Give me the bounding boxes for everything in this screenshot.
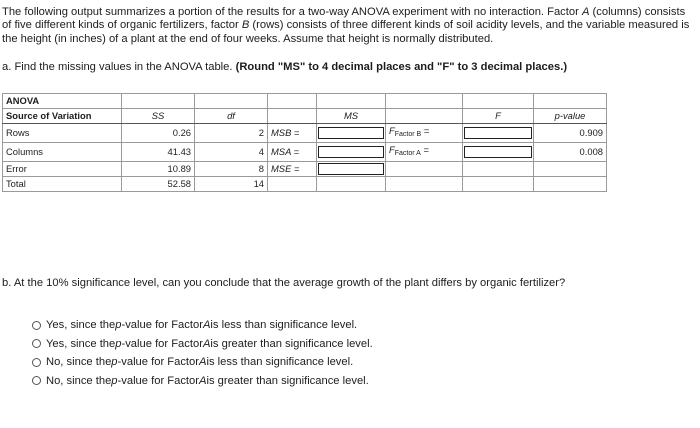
- radio-button[interactable]: [32, 376, 41, 385]
- ss-total: 52.58: [122, 177, 195, 192]
- df-total: 14: [195, 177, 268, 192]
- ss-error: 10.89: [122, 162, 195, 177]
- mse-label: MSE =: [268, 162, 317, 177]
- problem-statement: [2, 6, 692, 46]
- header-ms: MS: [317, 109, 386, 124]
- table-row: [3, 177, 607, 192]
- ss-rows: 0.26: [122, 124, 195, 143]
- header-ss: SS: [122, 109, 195, 124]
- mse-input[interactable]: [318, 163, 384, 175]
- header-source: Source of Variation: [3, 109, 122, 124]
- anova-title: ANOVA: [3, 94, 122, 109]
- radio-button[interactable]: [32, 358, 41, 367]
- f-factor-a-input[interactable]: [464, 146, 532, 158]
- msa-input[interactable]: [318, 146, 384, 158]
- intro-text-3: (rows) consists of three different kinds of soil acidity levels, and the variable measured is the height (in inches) of a plant at the end of four weeks. Assume that height is normally distributed.: [2, 19, 690, 45]
- f-factor-a-label: $F_{Factor A}$ =: [386, 143, 463, 162]
- df-rows: 2: [195, 124, 268, 143]
- part-a-rounding-instruction: (Round "MS" to 4 decimal places and "F" to 3 decimal places.): [235, 61, 568, 73]
- df-error: 8: [195, 162, 268, 177]
- table-row: [3, 162, 607, 177]
- option-no-less[interactable]: No, since the p -value for Factor A is less than significance level.: [32, 353, 373, 372]
- factor-b-symbol: B: [241, 19, 250, 32]
- part-a-question: [2, 61, 567, 73]
- intro-text-2: (columns) consists of five different kinds of organic fertilizers, factor: [2, 6, 686, 32]
- option-yes-less[interactable]: Yes, since the p -value for Factor A is less than significance level.: [32, 316, 373, 335]
- radio-button[interactable]: [32, 321, 41, 330]
- pvalue-columns: 0.008: [534, 143, 607, 162]
- option-yes-greater[interactable]: Yes, since the p -value for Factor A is greater than significance level.: [32, 335, 373, 354]
- msb-label: MSB =: [268, 124, 317, 143]
- df-columns: 4: [195, 143, 268, 162]
- f-factor-b-label: $F_{Factor B}$ =: [386, 124, 463, 143]
- row-source-error: Error: [3, 162, 122, 177]
- part-b-question: b. At the 10% significance level, can you conclude that the average growth of the plant differs by organic fertilizer?: [2, 277, 566, 289]
- header-pvalue: p-value: [534, 109, 607, 124]
- msb-input[interactable]: [318, 127, 384, 139]
- row-source-columns: Columns: [3, 143, 122, 162]
- ss-columns: 41.43: [122, 143, 195, 162]
- table-row: [3, 143, 607, 162]
- msa-label: MSA =: [268, 143, 317, 162]
- pvalue-rows: 0.909: [534, 124, 607, 143]
- row-source-total: Total: [3, 177, 122, 192]
- row-source-rows: Rows: [3, 124, 122, 143]
- header-f: F: [463, 109, 534, 124]
- answer-options: [32, 316, 373, 390]
- radio-button[interactable]: [32, 339, 41, 348]
- table-row: [3, 124, 607, 143]
- option-no-greater[interactable]: No, since the p -value for Factor A is greater than significance level.: [32, 372, 373, 391]
- factor-a-symbol: A: [581, 6, 590, 18]
- part-a-prefix: a. Find the missing values in the ANOVA table.: [2, 61, 236, 73]
- intro-text-1: The following output summarizes a portion of the results for a two-way ANOVA experiment with no interaction. Factor: [2, 6, 582, 18]
- anova-table: [2, 93, 607, 192]
- f-factor-b-input[interactable]: [464, 127, 532, 139]
- header-df: df: [195, 109, 268, 124]
